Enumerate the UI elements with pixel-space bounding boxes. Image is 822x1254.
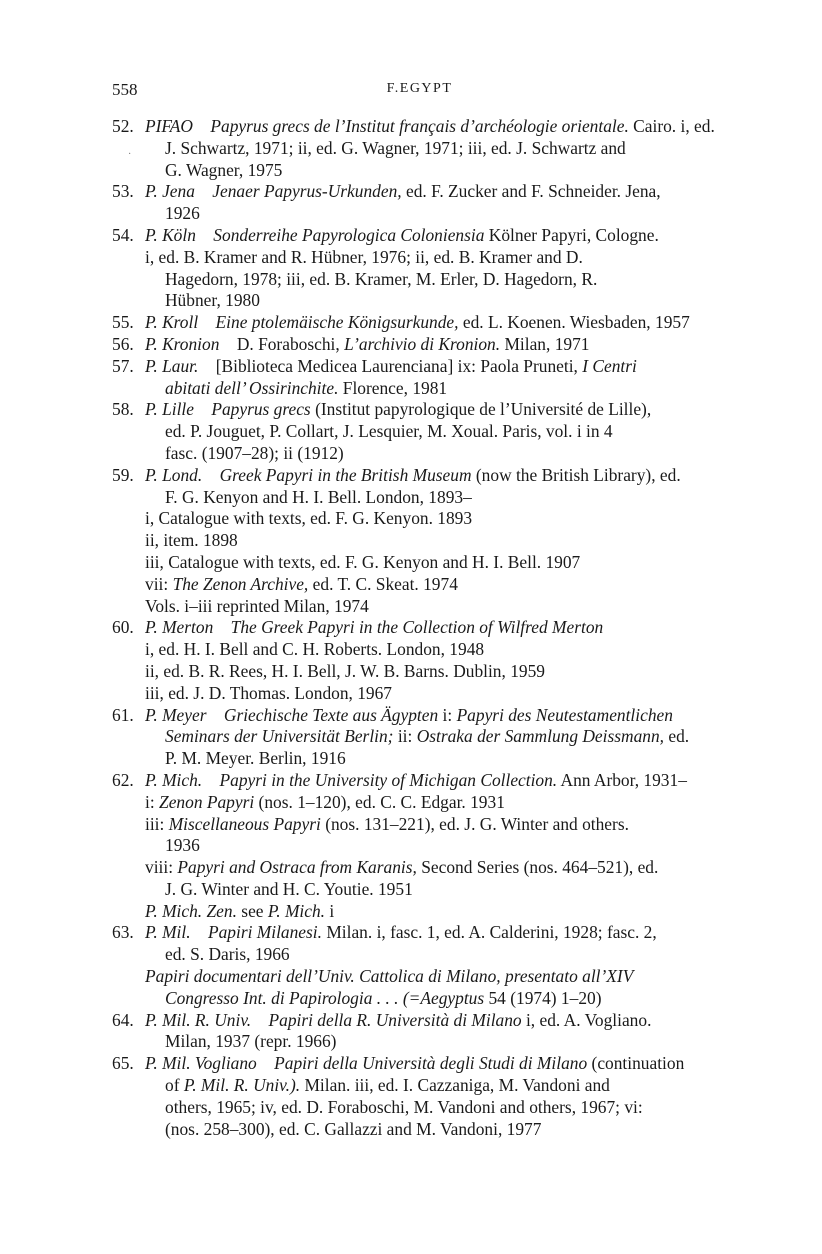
continuation-line: ed. S. Daris, 1966 [165,944,290,965]
siglum: PIFAO [145,116,193,136]
siglum: P. Kroll [145,312,199,333]
continuation-line: 1926 [165,203,200,224]
volume-label: ii: [397,726,413,747]
volume-line: i, ed. H. I. Bell and C. H. Roberts. London, 1948 [145,639,485,660]
entry-64 [112,1010,734,1054]
volume-details: ed. T. C. Skeat. 1974 [312,573,458,594]
continuation-line: P. M. Meyer. Berlin, 1916 [165,748,346,769]
see-label: see [241,900,264,921]
title: Papiri Milanesi. [207,922,322,943]
details: (continuation [591,1053,685,1074]
title: Eine ptolemäische Königsurkunde, [215,312,459,333]
continuation-line: i, ed. B. Kramer and R. Hübner, 1976; ii, ed. B. Kramer and D. [145,246,583,267]
entry-number: 57. [112,355,134,376]
journal-title: Aegyptus [420,987,485,1008]
journal-details: 54 (1974) 1–20) [488,987,602,1008]
details: Milan. iii, ed. I. Cazzaniga, M. Vandoni and [304,1075,610,1096]
details: Ann Arbor, 1931– [560,769,687,790]
continuation-line: Hübner, 1980 [165,290,260,311]
entry-63 [112,922,734,1009]
entry-number: 55. [112,312,134,333]
continuation-line: others, 1965; iv, ed. D. Foraboschi, M. Vandoni and others, 1967; vi: [165,1096,643,1117]
details: [Biblioteca Medicea Laurenciana] ix: Paola Pruneti, [215,355,578,376]
entry-56 [112,334,734,356]
continuation-line: (nos. 258–300), ed. C. Gallazzi and M. Vandoni, 1977 [165,1118,542,1139]
continuation-line: Hagedorn, 1978; iii, ed. B. Kramer, M. Erler, D. Hagedorn, R. [165,268,598,289]
page-header [112,80,727,104]
continuation-line: J. G. Winter and H. C. Youtie. 1951 [165,878,413,899]
volume-label: i: [145,791,155,812]
reference-siglum: P. Mich. [267,900,326,921]
volume-title: The Zenon Archive, [172,573,309,594]
siglum: P. Merton [145,617,214,638]
continuation-line: F. G. Kenyon and H. I. Bell. London, 1893– [165,486,472,507]
details: (now the British Library), ed. [475,464,681,485]
volume-title: Papyri and Ostraca from Karanis, [177,857,417,878]
entry-59 [112,465,734,618]
title: Sonderreihe Papyrologica Coloniensia [213,224,485,245]
title: Greek Papyri in the British Museum [219,464,472,485]
author: D. Foraboschi, [236,333,340,354]
siglum: P. Lond. [145,464,203,485]
entry-54 [112,225,734,312]
volume-line: i, Catalogue with texts, ed. F. G. Kenyon. 1893 [145,508,473,529]
details: ed. F. Zucker and F. Schneider. Jena, [405,181,661,202]
entry-57 [112,356,734,400]
bibliography-list [112,116,734,1140]
title: Papyrus grecs de l’Institut français d’archéologie orientale. [210,116,629,136]
volume-title: Papyri des Neutestamentlichen [456,704,673,725]
volume-line: ii, item. 1898 [145,530,238,551]
running-head: F.EGYPT [386,81,453,96]
title: Jenaer Papyrus-Urkunden, [212,181,402,202]
entry-55 [112,312,734,334]
entry-62 [112,770,734,901]
volume-line: ii, ed. B. R. Rees, H. I. Bell, J. W. B. Barns. Dublin, 1959 [145,660,545,681]
details: (Institut papyrologique de l’Université de Lille), [315,399,652,420]
entry-58 [112,399,734,464]
entry-number: 61. [112,704,134,725]
title: Griechische Texte aus Ägypten [223,704,439,725]
continuation-line: Milan, 1937 (repr. 1966) [165,1031,337,1052]
volume-line: Vols. i–iii reprinted Milan, 1974 [145,595,369,616]
title: Papiri della Università degli Studi di Milano [274,1053,588,1074]
details: ed. L. Koenen. Wiesbaden, 1957 [462,312,690,333]
siglum: P. Mil. Vogliano [145,1053,257,1074]
details: Cairo. i, ed. [633,116,715,136]
title: Papyri in the University of Michigan Collection. [219,769,558,790]
volume-label: vii: [145,573,169,594]
continuation-line: G. Wagner, 1975 [165,159,283,180]
entry-number: 62. [112,769,134,790]
entry-53 [112,181,734,225]
continuation-line: fasc. (1907–28); ii (1912) [165,442,344,463]
siglum: P. Laur. [145,355,199,376]
entry-65 [112,1053,734,1140]
cross-reference [112,901,734,923]
sub-title-continuation: Congresso Int. di Papirologia . . . (= [165,987,421,1008]
details: Florence, 1981 [342,377,448,398]
title: I Centri [582,355,637,376]
siglum: P. Mil. R. Univ. [145,1009,252,1030]
details: i, ed. A. Vogliano. [525,1009,652,1030]
siglum: P. Mich. [145,769,203,790]
details: Milan. i, fasc. 1, ed. A. Calderini, 1928; fasc. 2, [326,922,657,943]
entry-61 [112,705,734,770]
volume-label: viii: [145,857,174,878]
continuation-line: 1936 [165,835,200,856]
entry-number: 65. [112,1053,134,1074]
siglum: P. Meyer [145,704,207,725]
entry-number: 64. [112,1009,134,1030]
title: Papyrus grecs [211,399,311,420]
entry-60 [112,617,734,704]
volume-title: Miscellaneous Papyri [168,813,321,834]
title: The Greek Papyri in the Collection of Wilfred Merton [230,617,604,638]
continuation-line: ed. P. Jouguet, P. Collart, J. Lesquier, M. Xoual. Paris, vol. i in 4 [165,421,613,442]
siglum: P. Jena [145,181,195,202]
volume-line: iii, Catalogue with texts, ed. F. G. Kenyon and H. I. Bell. 1907 [145,551,581,572]
siglum: P. Köln [145,224,196,245]
title-continuation: abitati dell’ Ossirinchite. [165,377,339,398]
entry-number: 52. [112,116,134,136]
details: Kölner Papyri, Cologne. [488,224,659,245]
entry-number: 60. [112,617,134,638]
stray-mark: · [128,149,132,160]
entry-number: 63. [112,922,134,943]
details: Milan, 1971 [504,333,590,354]
volume-details: Second Series (nos. 464–521), ed. [421,857,659,878]
siglum: P. Mich. Zen. [145,900,237,921]
volume-label: iii: [145,813,165,834]
siglum: P. Kronion [145,333,220,354]
continuation-line: J. Schwartz, 1971; ii, ed. G. Wagner, 1971; iii, ed. J. Schwartz and [165,137,626,158]
volume-label: i [329,900,335,921]
volume-title: Zenon Papyri [159,791,255,812]
title: L’archivio di Kronion. [344,333,501,354]
reference-siglum: P. Mil. R. Univ.). [183,1075,301,1096]
details: ed. [668,726,690,747]
siglum: P. Mil. [145,922,191,943]
entry-number: 58. [112,399,134,420]
entry-number: 54. [112,224,134,245]
title-continuation: Seminars der Universität Berlin; [165,726,394,747]
volume-details: (nos. 131–221), ed. J. G. Winter and others. [325,813,629,834]
volume-title: Ostraka der Sammlung Deissmann, [416,726,665,747]
volume-label: i: [442,704,453,725]
volume-line: iii, ed. J. D. Thomas. London, 1967 [145,682,393,703]
entry-number: 56. [112,333,134,354]
sub-title: Papiri documentari dell’Univ. Cattolica di Milano, presentato all’XIV [145,966,634,987]
entry-number: 53. [112,181,134,202]
entry-number: 59. [112,464,134,485]
title: Papiri della R. Università di Milano [268,1009,522,1030]
details: of [165,1075,180,1096]
volume-details: (nos. 1–120), ed. C. C. Edgar. 1931 [258,791,505,812]
siglum: P. Lille [145,399,194,420]
page-number: 558 [112,80,138,99]
entry-52 [112,116,734,181]
